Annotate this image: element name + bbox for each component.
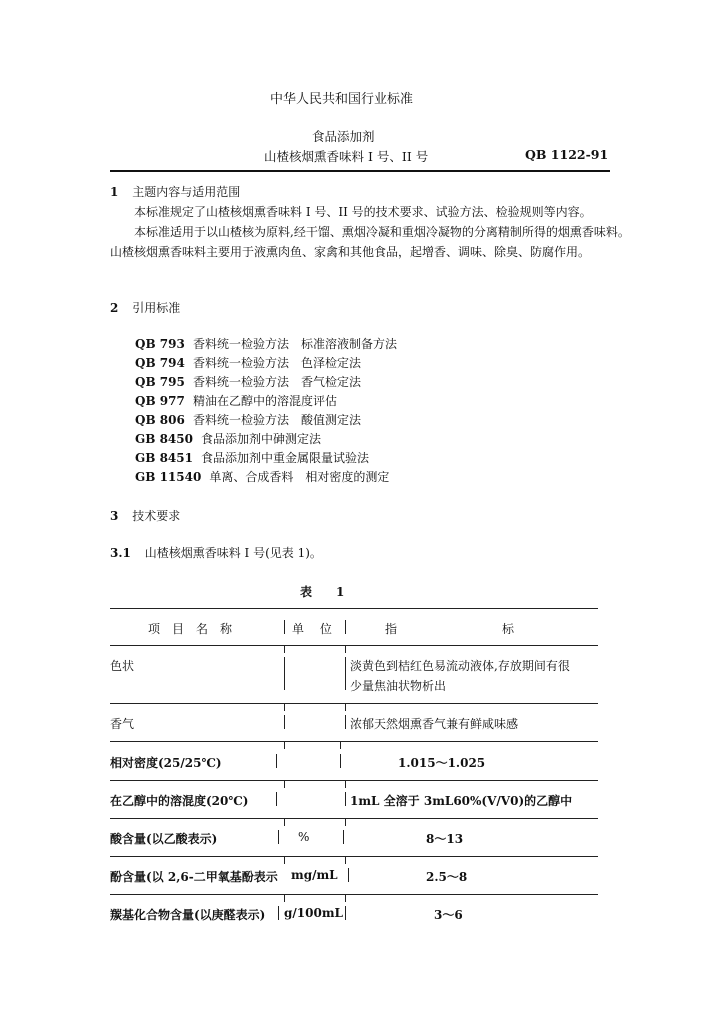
tick-mark	[345, 703, 346, 711]
row-item: 在乙醇中的溶混度(20℃)	[110, 794, 249, 808]
tick-mark	[345, 856, 346, 864]
column-divider	[345, 906, 346, 920]
ref-item	[135, 449, 369, 468]
ref-code: GB 8450	[135, 432, 193, 446]
row-unit: mg/mL	[291, 868, 338, 882]
ref-item	[135, 411, 361, 430]
column-divider	[284, 620, 285, 634]
ref-code: QB 806	[135, 413, 185, 427]
section1-para2: 本标准适用于以山楂核为原料,经干馏、熏烟冷凝和重烟冷凝物的分离精制所得的烟熏香味料。山楂核烟熏香味料主要用于液熏肉鱼、家禽和其他食品，起增香、调味、除臭、防腐作用。	[110, 225, 630, 259]
row-spec: 1mL 全溶于 3mL60%(V/V0)的乙醇中	[350, 794, 573, 808]
column-divider	[345, 657, 346, 690]
section1-para1: 本标准规定了山楂核烟熏香味料 I 号、II 号的技术要求、试验方法、检验规则等内容。	[134, 205, 592, 219]
subsection-title: 山楂核烟熏香味料 I 号(见表 1)。	[144, 546, 322, 560]
column-divider	[345, 620, 346, 634]
row-spec: 8～13	[426, 832, 464, 846]
column-divider	[284, 657, 285, 690]
ref-text: 香料统一检验方法 香气检定法	[193, 375, 362, 389]
tick-mark	[284, 645, 285, 653]
ref-item	[135, 430, 321, 449]
tick-mark	[284, 856, 285, 864]
table-rule	[110, 741, 598, 742]
row-item: 酚含量(以 2,6-二甲氧基酚表示	[110, 870, 278, 884]
header-spec-left: 指	[385, 622, 398, 636]
tick-mark	[284, 703, 285, 711]
row-spec-line2: 少量焦油状物析出	[350, 679, 447, 693]
row-spec: 2.5～8	[426, 870, 468, 884]
column-divider	[278, 830, 279, 844]
row-item: 羰基化合物含量(以庚醛表示)	[110, 908, 266, 922]
doc-code: QB 1122-91	[525, 147, 609, 162]
doc-category: 食品添加剂	[312, 129, 375, 144]
section3-number: 3	[110, 509, 119, 523]
ref-code: QB 793	[135, 337, 185, 351]
section1-body	[110, 202, 630, 262]
column-divider	[345, 792, 346, 806]
tick-mark	[345, 894, 346, 902]
ref-text: 食品添加剂中砷测定法	[200, 432, 321, 446]
section3-title: 技术要求	[132, 509, 181, 523]
ref-item	[135, 373, 361, 392]
row-item: 相对密度(25/25℃)	[110, 756, 222, 770]
column-divider	[284, 715, 285, 729]
ref-text: 香料统一检验方法 酸值测定法	[193, 413, 362, 427]
tick-mark	[284, 780, 285, 788]
column-divider	[343, 830, 344, 844]
subsection-3-1	[110, 544, 322, 561]
column-divider	[340, 754, 341, 768]
table-rule	[110, 856, 598, 857]
section2-number: 2	[110, 301, 119, 315]
table-rule	[110, 780, 598, 781]
tick-mark	[284, 818, 285, 826]
column-divider	[276, 754, 277, 768]
ref-text: 单离、合成香料 相对密度的测定	[209, 470, 390, 484]
header-spec-right: 标	[502, 622, 515, 636]
column-divider	[348, 868, 349, 882]
ref-text: 食品添加剂中重金属限量试验法	[200, 451, 369, 465]
section1-title: 主题内容与适用范围	[132, 185, 241, 199]
ref-code: QB 977	[135, 394, 185, 408]
ref-text: 精油在乙醇中的溶混度评估	[193, 394, 338, 408]
row-unit: %	[298, 830, 310, 844]
ref-item	[135, 354, 361, 373]
ref-item	[135, 392, 337, 411]
row-spec: 浓郁天然烟熏香气兼有鲜咸味感	[350, 717, 519, 731]
section3-heading	[110, 507, 180, 524]
row-unit: g/100mL	[284, 906, 343, 920]
subsection-number: 3.1	[110, 546, 131, 560]
header-unit: 单 位	[292, 622, 332, 636]
tick-mark	[345, 645, 346, 653]
ref-text: 香料统一检验方法 标准溶液制备方法	[193, 337, 398, 351]
tick-mark	[340, 741, 341, 749]
ref-code: QB 794	[135, 356, 185, 370]
ref-code: GB 8451	[135, 451, 193, 465]
tick-mark	[345, 818, 346, 826]
ref-code: GB 11540	[135, 470, 202, 484]
column-divider	[276, 792, 277, 806]
tick-mark	[345, 780, 346, 788]
table-rule	[110, 894, 598, 895]
table-caption: 表 1	[300, 585, 345, 599]
tick-mark	[284, 894, 285, 902]
ref-text: 香料统一检验方法 色泽检定法	[193, 356, 362, 370]
row-spec: 3～6	[434, 908, 463, 922]
section2-heading	[110, 299, 180, 316]
row-item: 色状	[110, 659, 135, 673]
section1-heading	[110, 183, 240, 200]
column-divider	[278, 906, 279, 920]
ref-item	[135, 468, 389, 487]
table-rule	[110, 703, 598, 704]
table-rule	[110, 818, 598, 819]
header-item: 项 目 名 称	[148, 622, 233, 636]
table-rule	[110, 608, 598, 609]
row-spec: 淡黄色到桔红色易流动液体,存放期间有很	[350, 659, 570, 673]
row-item: 酸含量(以乙酸表示)	[110, 832, 218, 846]
ref-code: QB 795	[135, 375, 185, 389]
section1-number: 1	[110, 185, 119, 199]
standard-title: 中华人民共和国行业标准	[270, 92, 414, 107]
row-spec: 1.015～1.025	[398, 756, 486, 770]
doc-subtitle: 山楂核烟熏香味料 I 号、II 号	[264, 149, 429, 164]
column-divider	[345, 715, 346, 729]
row-item: 香气	[110, 717, 135, 731]
tick-mark	[284, 741, 285, 749]
section2-title: 引用标准	[132, 301, 181, 315]
table-rule	[110, 645, 598, 646]
ref-item	[135, 335, 397, 354]
header-rule	[110, 170, 610, 172]
